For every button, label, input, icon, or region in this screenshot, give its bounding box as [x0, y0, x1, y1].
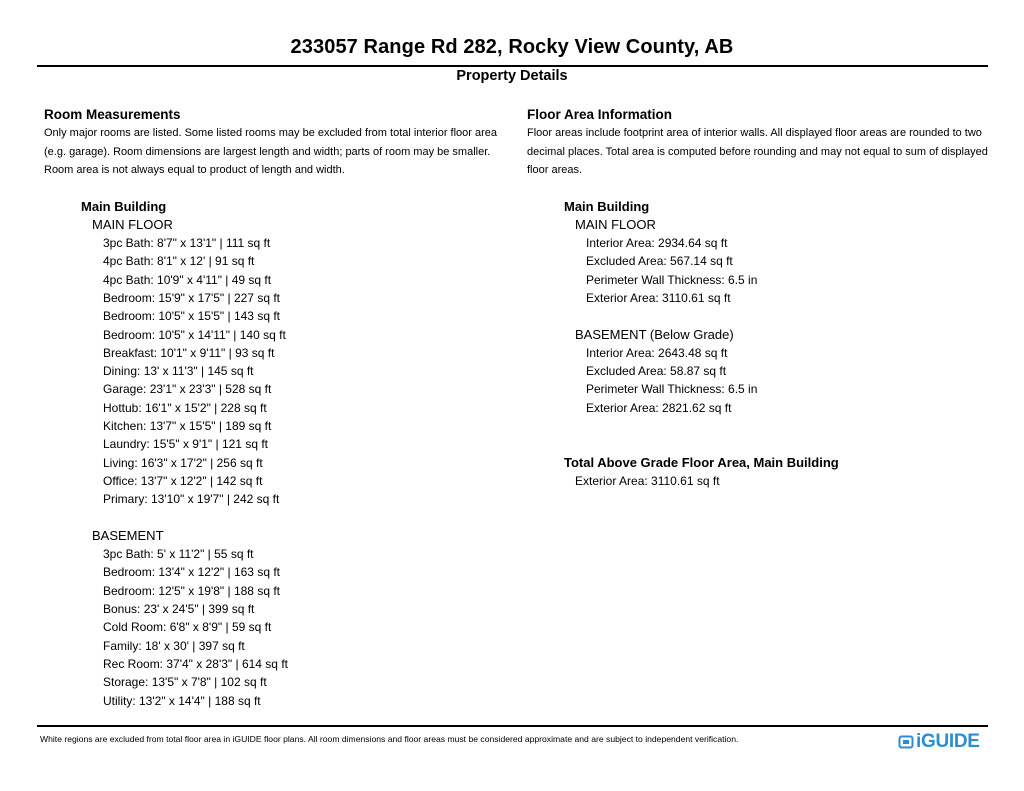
room-row: 4pc Bath: 10'9" x 4'11" | 49 sq ft [103, 272, 272, 287]
floor-heading-basement: BASEMENT (Below Grade) [575, 326, 734, 342]
area-row: Perimeter Wall Thickness: 6.5 in [586, 272, 758, 287]
floor-heading-main: MAIN FLOOR [575, 216, 656, 232]
room-row: Kitchen: 13'7" x 15'5" | 189 sq ft [103, 419, 272, 434]
room-row: Living: 16'3" x 17'2" | 256 sq ft [103, 455, 263, 470]
floor-area-heading: Floor Area Information [527, 107, 673, 122]
room-list-main [103, 234, 506, 508]
room-measurements-heading: Room Measurements [44, 107, 181, 122]
room-row: Breakfast: 10'1" x 9'11" | 93 sq ft [103, 345, 275, 360]
area-row: Exterior Area: 3110.61 sq ft [586, 290, 731, 305]
header-divider [37, 65, 988, 67]
area-row: Interior Area: 2934.64 sq ft [586, 236, 728, 251]
room-row: Laundry: 15'5" x 9'1" | 121 sq ft [103, 437, 268, 452]
building-heading: Main Building [564, 198, 650, 214]
floor-heading-basement: BASEMENT [92, 527, 164, 543]
room-row: 4pc Bath: 8'1" x 12' | 91 sq ft [103, 254, 255, 269]
area-list-main [586, 234, 997, 307]
room-row: Bedroom: 10'5" x 14'11" | 140 sq ft [103, 327, 286, 342]
room-row: Bedroom: 15'9" x 17'5" | 227 sq ft [103, 290, 280, 305]
floor-area-description: Floor areas include footprint area of interior walls. All displayed floor areas are rounded to two decimal places. Total area is computed before rounding and may not equal to sum of displayed floor areas. [527, 127, 988, 176]
room-row: Bedroom: 12'5" x 19'8" | 188 sq ft [103, 583, 280, 598]
area-row: Perimeter Wall Thickness: 6.5 in [586, 382, 758, 397]
room-row: Hottub: 16'1" x 15'2" | 228 sq ft [103, 400, 267, 415]
iguide-logo [898, 731, 980, 753]
room-row: Bonus: 23' x 24'5" | 399 sq ft [103, 602, 255, 617]
floor-area-section [527, 106, 997, 490]
total-area-heading: Total Above Grade Floor Area, Main Building [564, 454, 839, 470]
total-area-value: Exterior Area: 3110.61 sq ft [575, 473, 720, 488]
iguide-logo-icon [898, 734, 914, 750]
room-row: Storage: 13'5" x 7'8" | 102 sq ft [103, 675, 267, 690]
room-row: 3pc Bath: 5' x 11'2" | 55 sq ft [103, 547, 254, 562]
area-row: Excluded Area: 58.87 sq ft [586, 364, 727, 379]
room-row: Office: 13'7" x 12'2" | 142 sq ft [103, 473, 263, 488]
footer-disclaimer: White regions are excluded from total floor area in iGUIDE floor plans. All room dimensions and floor areas must be considered approximate and are subject to independent verification. [40, 734, 739, 744]
floor-heading-main: MAIN FLOOR [92, 216, 173, 232]
room-measurements-section [44, 106, 506, 710]
room-row: Bedroom: 13'4" x 12'2" | 163 sq ft [103, 565, 280, 580]
room-row: Garage: 23'1" x 23'3" | 528 sq ft [103, 382, 272, 397]
room-measurements-description: Only major rooms are listed. Some listed rooms may be excluded from total interior floor area (e.g. garage). Room dimensions are largest length and width; parts of room may be smaller. Room area is not always equal to product of length and width. [44, 127, 498, 176]
room-row: Family: 18' x 30' | 397 sq ft [103, 638, 245, 653]
room-row: Rec Room: 37'4" x 28'3" | 614 sq ft [103, 656, 288, 671]
footer-divider [37, 725, 988, 727]
room-row: Primary: 13'10" x 19'7" | 242 sq ft [103, 492, 280, 507]
iguide-logo-text: iGUIDE [916, 731, 980, 752]
area-row: Interior Area: 2643.48 sq ft [586, 345, 728, 360]
room-list-basement [103, 545, 506, 710]
area-row: Exterior Area: 2821.62 sq ft [586, 400, 732, 415]
page-title: 233057 Range Rd 282, Rocky View County, AB [290, 36, 734, 58]
page-subtitle: Property Details [456, 68, 568, 84]
area-row: Excluded Area: 567.14 sq ft [586, 254, 733, 269]
room-row: 3pc Bath: 8'7" x 13'1" | 111 sq ft [103, 236, 271, 251]
building-heading: Main Building [81, 198, 167, 214]
room-row: Cold Room: 6'8" x 8'9" | 59 sq ft [103, 620, 272, 635]
area-list-basement [586, 344, 997, 417]
room-row: Utility: 13'2" x 14'4" | 188 sq ft [103, 693, 261, 708]
room-row: Dining: 13' x 11'3" | 145 sq ft [103, 364, 254, 379]
room-row: Bedroom: 10'5" x 15'5" | 143 sq ft [103, 309, 280, 324]
